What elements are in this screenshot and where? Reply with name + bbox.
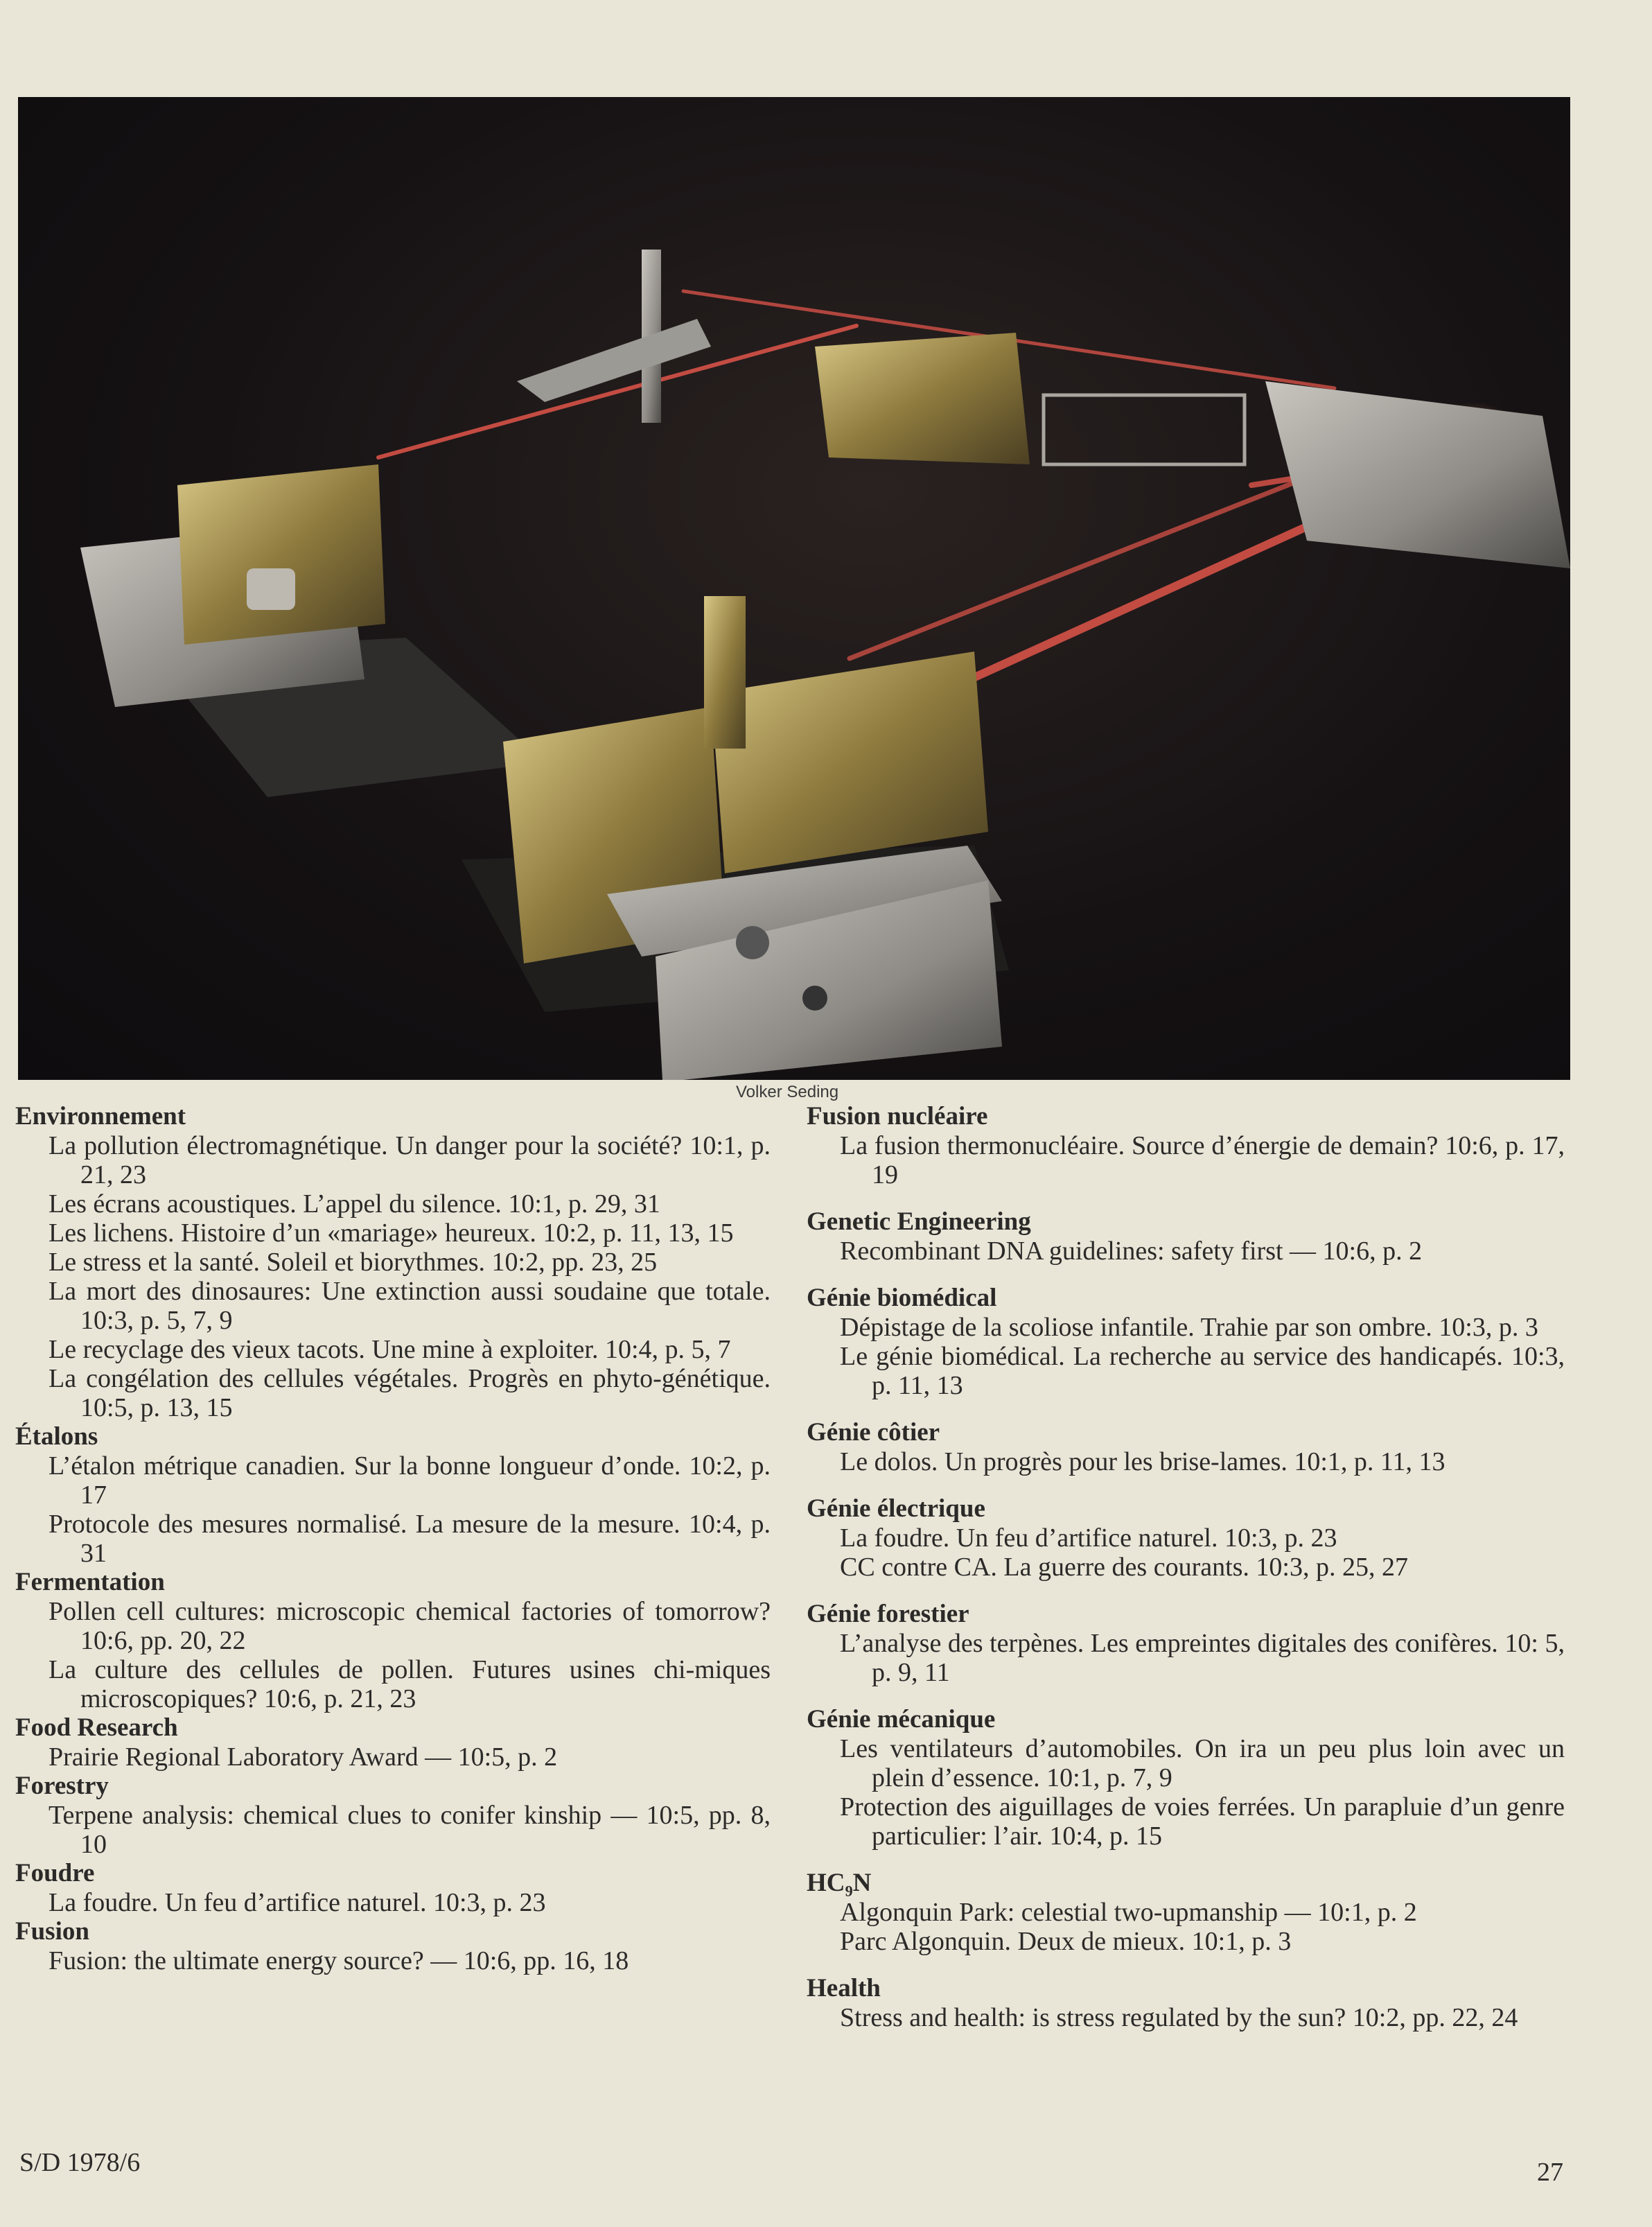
section-heading: Genetic Engineering [807, 1207, 1031, 1236]
section-heading: Health [807, 1974, 881, 2002]
index-entry: La pollution électromagnétique. Un danger pour la société? 10:1, p. 21, 23 [49, 1131, 771, 1189]
index-entry: Les écrans acoustiques. L’appel du silence. 10:1, p. 29, 31 [49, 1189, 660, 1219]
index-section [15, 1713, 771, 1772]
index-section [807, 1207, 1565, 1266]
section-heading: Forestry [15, 1772, 109, 1800]
section-heading: Génie forestier [807, 1600, 969, 1628]
index-entry: La fusion thermonucléaire. Source d’énergie de demain? 10:6, p. 17, 19 [840, 1131, 1565, 1189]
index-entry: Le recyclage des vieux tacots. Une mine à exploiter. 10:4, p. 5, 7 [49, 1335, 731, 1364]
index-section [15, 1859, 771, 1917]
index-entry: Le dolos. Un progrès pour les brise-lames. 10:1, p. 11, 13 [840, 1447, 1446, 1476]
index-section [807, 1600, 1565, 1687]
index-entry: La congélation des cellules végétales. Progrès en phyto-génétique. 10:5, p. 13, 15 [49, 1364, 771, 1422]
index-section [807, 1705, 1565, 1851]
section-heading: Food Research [15, 1713, 178, 1742]
index-entry: Protection des aiguillages de voies ferrées. Un parapluie d’un genre particulier: l’air. 10:4, p. 15 [840, 1792, 1565, 1851]
index-column-right [807, 1102, 1565, 2032]
photo-credit: Volker Seding [736, 1083, 839, 1101]
issue-label: S/D 1978/6 [19, 2148, 141, 2177]
index-entry: Fusion: the ultimate energy source? — 10:6, pp. 16, 18 [49, 1946, 629, 1975]
index-section [807, 1494, 1565, 1582]
section-heading: Fermentation [15, 1568, 165, 1596]
section-heading: Fusion nucléaire [807, 1102, 988, 1130]
index-entry: Stress and health: is stress regulated by the sun? 10:2, pp. 22, 24 [840, 2003, 1518, 2032]
page-number: 27 [1537, 2158, 1563, 2187]
index-entry: La foudre. Un feu d’artifice naturel. 10:3, p. 23 [49, 1888, 546, 1917]
index-entry: Le stress et la santé. Soleil et biorythmes. 10:2, pp. 23, 25 [49, 1248, 658, 1277]
section-heading: HC₉N [807, 1869, 872, 1897]
index-section [807, 1284, 1565, 1400]
section-heading: Foudre [15, 1859, 95, 1887]
index-entry: La culture des cellules de pollen. Futures usines chi-miques microscopiques? 10:6, p. 21, 23 [49, 1655, 771, 1713]
index-entry: La mort des dinosaures: Une extinction aussi soudaine que totale. 10:3, p. 5, 7, 9 [49, 1277, 771, 1335]
section-heading: Fusion [15, 1917, 89, 1946]
index-entry: Les lichens. Histoire d’un «mariage» heureux. 10:2, p. 11, 13, 15 [49, 1219, 734, 1248]
section-heading: Environnement [15, 1102, 186, 1130]
central-mirror-mount [462, 596, 1009, 1080]
index-entry: Pollen cell cultures: microscopic chemical factories of tomorrow? 10:6, pp. 20, 22 [49, 1597, 771, 1655]
index-entry: L’étalon métrique canadien. Sur la bonne longueur d’onde. 10:2, p. 17 [49, 1451, 771, 1510]
section-heading: Génie côtier [807, 1418, 940, 1447]
index-entry: Le génie biomédical. La recherche au service des handicapés. 10:3, p. 11, 13 [840, 1342, 1565, 1400]
photo-illustration [18, 97, 1570, 1080]
index-entry: Recombinant DNA guidelines: safety first — 10:6, p. 2 [840, 1237, 1423, 1266]
top-mirror-mounts [517, 250, 1570, 568]
index-section [15, 1102, 771, 1422]
index-entry: La foudre. Un feu d’artifice naturel. 10:3, p. 23 [840, 1523, 1337, 1553]
laser-apparatus-photo [18, 97, 1570, 1080]
index-section [15, 1772, 771, 1859]
index-entry: Dépistage de la scoliose infantile. Trahie par son ombre. 10:3, p. 3 [840, 1313, 1538, 1342]
section-heading: Génie mécanique [807, 1705, 996, 1733]
section-heading: Génie biomédical [807, 1284, 997, 1312]
section-heading: Étalons [15, 1422, 98, 1451]
index-entry: Terpene analysis: chemical clues to conifer kinship — 10:5, pp. 8, 10 [49, 1801, 771, 1859]
index-entry: Protocole des mesures normalisé. La mesure de la mesure. 10:4, p. 31 [49, 1510, 771, 1568]
index-section [15, 1568, 771, 1713]
index-section [15, 1917, 771, 1975]
index-section [807, 1869, 1565, 1956]
index-section [807, 1102, 1565, 1189]
index-entry: Prairie Regional Laboratory Award — 10:5, p. 2 [49, 1743, 558, 1772]
index-entry: Les ventilateurs d’automobiles. On ira un peu plus loin avec un plein d’essence. 10:1, p. 7, 9 [840, 1734, 1565, 1792]
index-column-left [15, 1102, 771, 1975]
index-entry: L’analyse des terpènes. Les empreintes digitales des conifères. 10: 5, p. 9, 11 [840, 1629, 1565, 1687]
index-entry: CC contre CA. La guerre des courants. 10:3, p. 25, 27 [840, 1553, 1408, 1582]
left-mirror-mount [80, 464, 545, 797]
index-entry: Parc Algonquin. Deux de mieux. 10:1, p. 3 [840, 1927, 1292, 1956]
index-section [807, 1974, 1565, 2032]
index-entry: Algonquin Park: celestial two-upmanship — 10:1, p. 2 [840, 1898, 1417, 1927]
index-section [807, 1418, 1565, 1476]
section-heading: Génie électrique [807, 1494, 985, 1523]
index-section [15, 1422, 771, 1568]
